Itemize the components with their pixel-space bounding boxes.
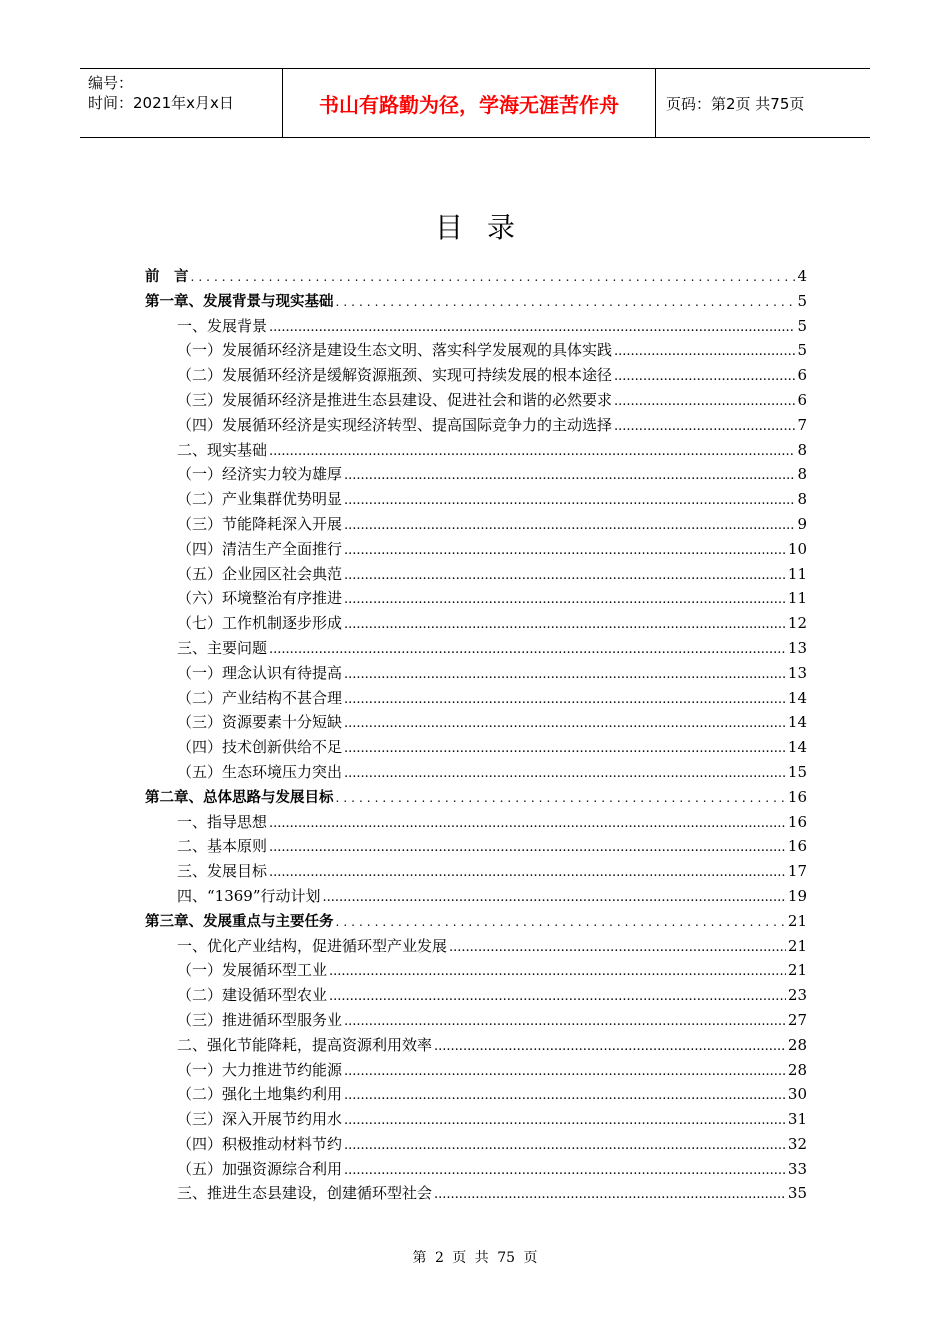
toc-entry-label: （四）发展循环经济是实现经济转型、提高国际竞争力的主动选择 — [177, 415, 613, 434]
toc-entry-label: （五）加强资源综合利用 — [177, 1159, 343, 1178]
toc-leader-dots — [614, 366, 795, 384]
toc-entry[interactable] — [145, 513, 807, 538]
toc-leader-dots — [269, 837, 786, 855]
toc-entry[interactable] — [145, 885, 807, 910]
toc-entry-page: 30 — [787, 1085, 807, 1104]
toc-entry[interactable] — [145, 563, 807, 588]
toc-leader-dots — [269, 862, 786, 880]
toc-entry-label: （四）清洁生产全面推行 — [177, 539, 343, 558]
toc-leader-dots — [344, 1110, 786, 1128]
toc-entry-label: （三）发展循环经济是推进生态县建设、促进社会和谐的必然要求 — [177, 390, 613, 409]
toc-entry-label: （七）工作机制逐步形成 — [177, 614, 343, 633]
toc-leader-dots — [329, 986, 786, 1004]
toc-entry[interactable] — [145, 339, 807, 364]
toc-entry-page: 17 — [787, 862, 807, 881]
toc-entry-page: 11 — [787, 589, 807, 608]
toc-leader-dots — [344, 664, 786, 682]
toc-entry-label: （五）企业园区社会典范 — [177, 564, 343, 583]
toc-entry-page: 16 — [787, 837, 807, 856]
toc-entry-page: 8 — [797, 490, 807, 509]
toc-entry-label: （三）推进循环型服务业 — [177, 1010, 343, 1029]
toc-entry[interactable] — [145, 786, 807, 811]
toc-entry-page: 14 — [787, 738, 807, 757]
toc-entry-label: 三、主要问题 — [177, 638, 268, 657]
toc-entry-page: 12 — [787, 614, 807, 633]
page-title: 目录 — [434, 211, 539, 244]
toc-entry-label: （四）技术创新供给不足 — [177, 738, 343, 757]
toc-entry[interactable] — [145, 860, 807, 885]
toc-entry-page: 21 — [787, 911, 807, 930]
toc-leader-dots — [344, 763, 786, 781]
toc-entry[interactable] — [145, 538, 807, 563]
toc-entry[interactable] — [145, 1133, 807, 1158]
toc-leader-dots — [344, 589, 786, 607]
toc-leader-dots — [434, 1036, 786, 1054]
toc-entry-page: 32 — [787, 1134, 807, 1153]
toc-leader-dots — [323, 887, 786, 905]
toc-leader-dots — [269, 813, 786, 831]
toc-entry-label: 第二章、总体思路与发展目标 — [145, 789, 334, 806]
toc-entry-page: 6 — [797, 366, 807, 385]
toc-entry-label: （二）强化土地集约利用 — [177, 1085, 343, 1104]
toc-entry-label: 二、强化节能降耗，提高资源利用效率 — [177, 1035, 433, 1054]
toc-entry-page: 8 — [797, 465, 807, 484]
toc-entry-label: （一）理念认识有待提高 — [177, 663, 343, 682]
toc-entry-label: （二）产业集群优势明显 — [177, 490, 343, 509]
toc-entry-label: 一、发展背景 — [177, 316, 268, 335]
toc-entry[interactable] — [145, 1182, 807, 1207]
toc-entry-label: （二）产业结构不甚合理 — [177, 688, 343, 707]
toc-leader-dots — [344, 689, 786, 707]
toc-entry-page: 15 — [787, 762, 807, 781]
toc-leader-dots — [344, 1085, 786, 1103]
toc-entry-page: 6 — [797, 390, 807, 409]
header-page-info: 页码：第2页 共75页 — [666, 94, 805, 113]
header-motto: 书山有路勤为径，学海无涯苦作舟 — [282, 69, 656, 137]
toc-leader-dots — [344, 1011, 786, 1029]
toc-entry-page: 16 — [787, 812, 807, 831]
toc-entry[interactable] — [145, 1034, 807, 1059]
toc-leader-dots — [269, 317, 795, 335]
toc-leader-dots — [614, 391, 795, 409]
toc-leader-dots — [434, 1184, 786, 1202]
toc-entry-page: 33 — [787, 1159, 807, 1178]
toc-entry-page: 35 — [787, 1184, 807, 1203]
toc-entry[interactable] — [145, 662, 807, 687]
toc-entry-label: 前 言 — [145, 269, 189, 285]
date-label: 时间：2021年x月x日 — [88, 94, 234, 112]
toc-entry[interactable] — [145, 612, 807, 637]
toc-entry-page: 19 — [787, 886, 807, 905]
number-label: 编号： — [88, 74, 134, 92]
toc-entry[interactable] — [145, 1158, 807, 1183]
page-footer: 第 2 页 共 75 页 — [412, 1250, 538, 1266]
toc-entry[interactable] — [145, 587, 807, 612]
toc-entry[interactable] — [145, 488, 807, 513]
toc-entry[interactable] — [145, 439, 807, 464]
toc-entry-page: 11 — [787, 564, 807, 583]
toc-entry-label: 三、发展目标 — [177, 862, 268, 881]
toc-entry-page: 21 — [787, 961, 807, 980]
toc-entry[interactable] — [145, 389, 807, 414]
toc-leader-dots — [614, 416, 795, 434]
toc-entry[interactable] — [145, 315, 807, 340]
toc-entry-label: 二、基本原则 — [177, 837, 268, 856]
toc-entry-page: 31 — [787, 1110, 807, 1129]
toc-entry-label: （五）生态环境压力突出 — [177, 762, 343, 781]
toc-entry-label: 第三章、发展重点与主要任务 — [145, 913, 334, 930]
toc-entry[interactable] — [145, 1108, 807, 1133]
toc-entry-page: 21 — [787, 936, 807, 955]
toc-entry[interactable] — [145, 811, 807, 836]
toc-entry[interactable] — [145, 910, 807, 935]
toc-leader-dots — [449, 937, 786, 955]
toc-entry-page: 23 — [787, 986, 807, 1005]
toc-entry-label: 四、“1369”行动计划 — [177, 886, 321, 905]
toc-entry[interactable] — [145, 1009, 807, 1034]
toc-entry[interactable] — [145, 711, 807, 736]
toc-leader-dots — [336, 912, 786, 930]
toc-entry-page: 13 — [787, 663, 807, 682]
page-header — [80, 68, 870, 138]
toc-entry-page: 14 — [787, 713, 807, 732]
toc-entry[interactable] — [145, 935, 807, 960]
toc-entry-label: （二）建设循环型农业 — [177, 986, 328, 1005]
toc-entry-label: （四）积极推动材料节约 — [177, 1134, 343, 1153]
toc-leader-dots — [344, 1135, 786, 1153]
toc-entry[interactable] — [145, 463, 807, 488]
toc-leader-dots — [269, 639, 786, 657]
toc-entry-page: 7 — [797, 415, 807, 434]
toc-entry-page: 10 — [787, 539, 807, 558]
toc-entry-label: （一）大力推进节约能源 — [177, 1060, 343, 1079]
toc-entry[interactable] — [145, 835, 807, 860]
toc-entry[interactable] — [145, 414, 807, 439]
toc-entry-page: 16 — [787, 787, 807, 806]
toc-leader-dots — [336, 788, 786, 806]
toc-entry-label: 第一章、发展背景与现实基础 — [145, 293, 334, 310]
toc-leader-dots — [344, 490, 795, 508]
toc-entry-page: 4 — [797, 267, 807, 285]
toc-entry-label: （一）经济实力较为雄厚 — [177, 465, 343, 484]
toc-entry[interactable] — [145, 637, 807, 662]
header-left-cell — [80, 69, 282, 137]
toc-entry[interactable] — [145, 364, 807, 389]
toc-entry[interactable] — [145, 687, 807, 712]
table-of-contents — [145, 265, 807, 1207]
toc-entry-label: （三）节能降耗深入开展 — [177, 514, 343, 533]
toc-entry-page: 5 — [797, 316, 807, 335]
toc-entry-label: （一）发展循环经济是建设生态文明、落实科学发展观的具体实践 — [177, 341, 613, 360]
toc-leader-dots — [344, 1061, 786, 1079]
toc-entry-label: （一）发展循环型工业 — [177, 961, 328, 980]
toc-entry-page: 13 — [787, 638, 807, 657]
toc-entry-label: （二）发展循环经济是缓解资源瓶颈、实现可持续发展的根本途径 — [177, 366, 613, 385]
toc-entry-page: 27 — [787, 1010, 807, 1029]
toc-entry-page: 5 — [797, 291, 807, 310]
toc-entry[interactable] — [145, 761, 807, 786]
toc-leader-dots — [344, 515, 795, 533]
toc-entry[interactable] — [145, 984, 807, 1009]
toc-leader-dots — [344, 614, 786, 632]
toc-entry[interactable] — [145, 1083, 807, 1108]
toc-entry-label: （六）环境整治有序推进 — [177, 589, 343, 608]
toc-leader-dots — [344, 738, 786, 756]
toc-entry-page: 14 — [787, 688, 807, 707]
toc-entry[interactable] — [145, 290, 807, 315]
toc-entry[interactable] — [145, 959, 807, 984]
toc-entry-label: （三）深入开展节约用水 — [177, 1110, 343, 1129]
toc-entry[interactable] — [145, 265, 807, 290]
toc-leader-dots — [329, 961, 786, 979]
toc-entry-page: 28 — [787, 1035, 807, 1054]
toc-entry[interactable] — [145, 1059, 807, 1084]
toc-entry-label: 一、指导思想 — [177, 812, 268, 831]
toc-entry-page: 8 — [797, 440, 807, 459]
toc-leader-dots — [344, 540, 786, 558]
toc-entry-label: 二、现实基础 — [177, 440, 268, 459]
toc-leader-dots — [614, 341, 795, 359]
toc-entry[interactable] — [145, 736, 807, 761]
toc-leader-dots — [191, 267, 796, 285]
toc-leader-dots — [336, 292, 796, 310]
toc-entry-page: 9 — [797, 514, 807, 533]
toc-entry-label: （三）资源要素十分短缺 — [177, 713, 343, 732]
toc-entry-page: 28 — [787, 1060, 807, 1079]
toc-leader-dots — [269, 441, 795, 459]
toc-entry-label: 一、优化产业结构，促进循环型产业发展 — [177, 936, 448, 955]
toc-entry-label: 三、推进生态县建设，创建循环型社会 — [177, 1184, 433, 1203]
toc-leader-dots — [344, 1160, 786, 1178]
toc-leader-dots — [344, 713, 786, 731]
toc-entry-page: 5 — [797, 341, 807, 360]
toc-leader-dots — [344, 565, 786, 583]
toc-leader-dots — [344, 465, 795, 483]
